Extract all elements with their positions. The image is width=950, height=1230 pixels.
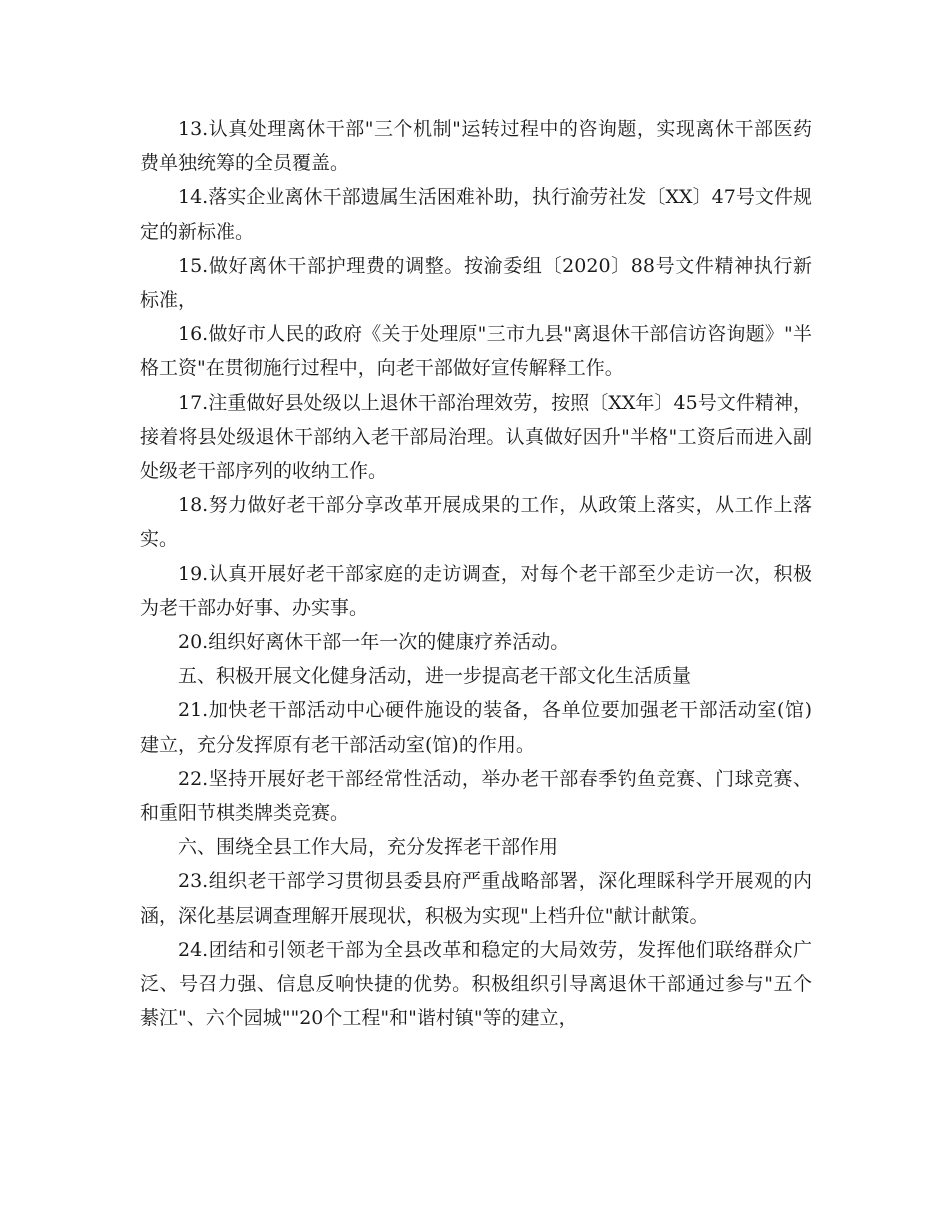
paragraph-24: 24.团结和引领老干部为全县改革和稳定的大局效劳，发挥他们联络群众广泛、号召力强、信息反响快捷的优势。积极组织引导离退休干部通过参与"五个綦江"、六个园城""20个工程"和"谐村镇"等的建立， bbox=[140, 938, 812, 1030]
paragraph-18: 18.努力做好老干部分享改革开展成果的工作，从政策上落实，从工作上落实。 bbox=[140, 494, 812, 551]
section-heading-6: 六、围绕全县工作大局，充分发挥老干部作用 bbox=[178, 836, 559, 859]
paragraph-16: 16.做好市人民的政府《关于处理原"三市九县"离退休干部信访咨询题》"半格工资"在贯彻施行过程中，向老干部做好宣传解释工作。 bbox=[140, 323, 812, 380]
paragraph-13: 13.认真处理离休干部"三个机制"运转过程中的咨询题，实现离休干部医药费单独统筹的全员覆盖。 bbox=[140, 118, 812, 175]
paragraph-15: 15.做好离休干部护理费的调整。按渝委组〔2020〕88号文件精神执行新标准， bbox=[140, 254, 812, 312]
paragraph-14: 14.落实企业离休干部遗属生活困难补助，执行渝劳社发〔XX〕47号文件规定的新标准。 bbox=[140, 186, 812, 243]
paragraph-21: 21.加快老干部活动中心硬件施设的装备，各单位要加强老干部活动室(馆)建立，充分发挥原有老干部活动室(馆)的作用。 bbox=[140, 699, 812, 756]
paragraph-19: 19.认真开展好老干部家庭的走访调查，对每个老干部至少走访一次，积极为老干部办好事、办实事。 bbox=[140, 562, 812, 619]
document-body bbox=[140, 112, 812, 1035]
section-heading-5: 五、积极开展文化健身活动，进一步提高老干部文化生活质量 bbox=[178, 665, 692, 688]
paragraph-23: 23.组织老干部学习贯彻县委县府严重战略部署，深化理睬科学开展观的内涵，深化基层调查理解开展现状，积极为实现"上档升位"献计献策。 bbox=[140, 870, 812, 927]
paragraph-17: 17.注重做好县处级以上退休干部治理效劳，按照〔XX年〕45号文件精神，接着将县处级退休干部纳入老干部局治理。认真做好因升"半格"工资后而进入副处级老干部序列的收纳工作。 bbox=[140, 391, 812, 483]
paragraph-20: 20.组织好离休干部一年一次的健康疗养活动。 bbox=[178, 631, 570, 654]
paragraph-22: 22.坚持开展好老干部经常性活动，举办老干部春季钓鱼竞赛、门球竞赛、和重阳节棋类牌类竞赛。 bbox=[140, 767, 812, 825]
